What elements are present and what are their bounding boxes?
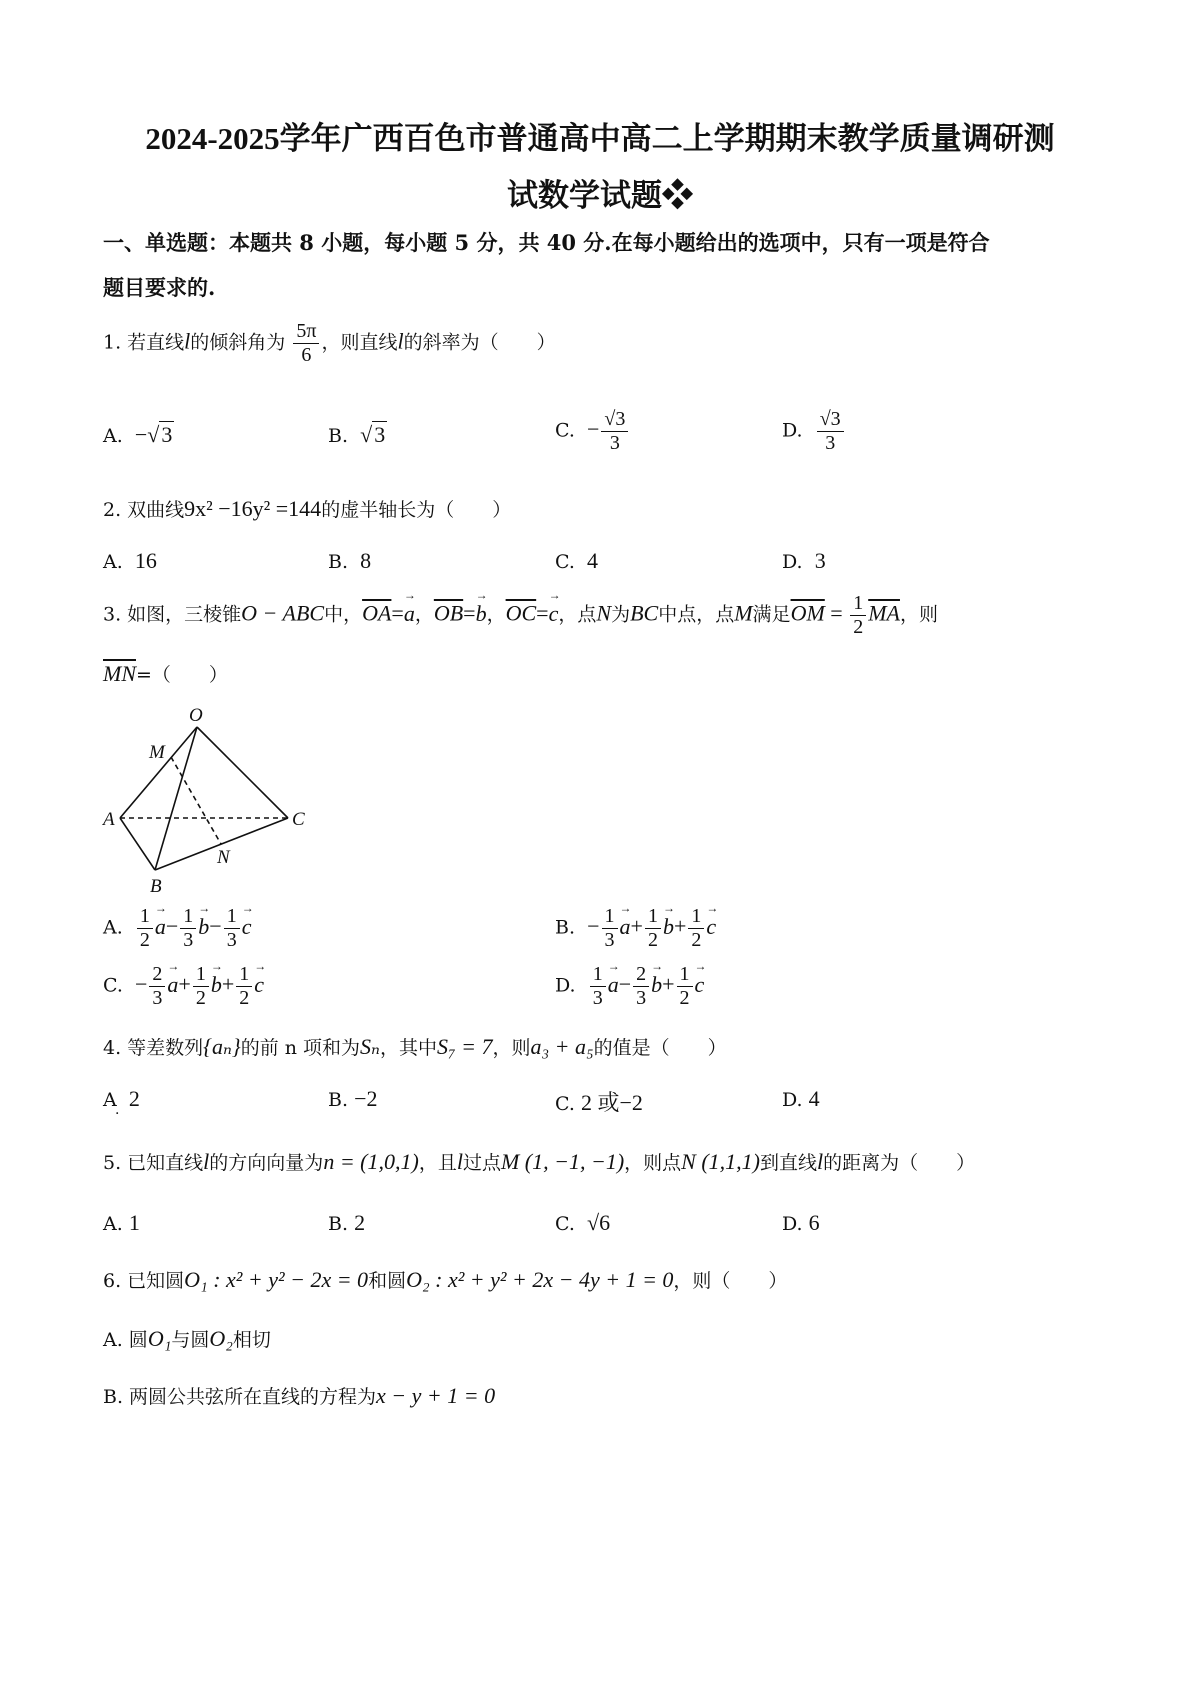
q1-option-a[interactable] — [103, 422, 174, 448]
q2-option-b[interactable] — [328, 548, 371, 574]
option-label: B. — [328, 1089, 349, 1111]
q6-option-b[interactable] — [103, 1382, 495, 1409]
q1-suffix: 的斜率为（ ） — [403, 331, 556, 354]
label-o: O — [189, 705, 203, 726]
num: 1 — [224, 905, 240, 929]
q1-angle-num: 5π — [293, 320, 319, 344]
q3-option-c[interactable] — [103, 958, 267, 1010]
q6-circle-1: O₁ : x² + y² − 2x = 0 — [184, 1267, 369, 1292]
question-3: 3. 如图，三棱锥O − ABC中，$\overline{OA}=a$ → ，$\overline{OB}=b$ → ，$\overline{OC}=c$ → ，点N为BC中点，点M满足$\overline{OM}$ = $\frac{1}{2}$ $\overline{MA}$，则 — [103, 587, 938, 638]
q4-option-c[interactable] — [555, 1086, 643, 1117]
num: 1 — [645, 905, 661, 929]
option-value: −2 — [354, 1086, 378, 1111]
q5-direction-vector: n = (1,0,1) — [323, 1149, 419, 1174]
option-value: 1 — [128, 1210, 140, 1235]
q5-prefix: 5. 已知直线 — [103, 1152, 204, 1174]
q1-option-d[interactable] — [782, 408, 846, 455]
edge-oc — [197, 727, 288, 818]
sign: + — [221, 971, 235, 997]
q5-var-l3: l — [817, 1149, 824, 1174]
label-c: C — [292, 809, 305, 830]
q1-mid2: ，则直线 — [321, 331, 398, 354]
q3-t2: ，点 — [558, 603, 597, 626]
sign: − — [165, 913, 179, 939]
option-label: D. — [782, 1089, 803, 1111]
option-label: B. — [328, 1213, 349, 1235]
q3-pyramid: O − ABC — [241, 600, 325, 626]
num: 1 — [602, 905, 618, 929]
coef — [677, 963, 693, 1010]
section-heading-line1: 一、单选题：本题共 8 小题，每小题 5 分，共 40 分.在每小题给出的选项中，只有一项是符合 — [103, 230, 990, 255]
vector-arrow-icon: → — [607, 958, 620, 973]
o2: O₂ — [209, 1326, 233, 1351]
coef — [688, 905, 704, 952]
sign: − — [134, 422, 148, 447]
q5-t3: 过点 — [462, 1152, 501, 1174]
vec: c → — [254, 958, 267, 997]
vec: b → — [651, 958, 664, 997]
q1-option-b[interactable] — [328, 422, 387, 448]
segment-mn-hidden — [171, 757, 221, 844]
q4-t1: 的前 n 项和为 — [240, 1037, 361, 1059]
option-label: C. — [103, 974, 123, 997]
sign: + — [673, 913, 687, 939]
option-value: 4 — [808, 1086, 820, 1111]
den: 3 — [609, 432, 620, 454]
q1-var-l: l — [184, 328, 191, 354]
q4-t4: 的值是（ ） — [593, 1037, 727, 1059]
option-value: 2 或−2 — [580, 1090, 643, 1115]
num: 1 — [677, 963, 693, 987]
q3-t3: 为 — [611, 603, 631, 626]
edge-ab — [120, 818, 155, 870]
vec: c → — [241, 900, 254, 939]
den: 2 — [647, 929, 658, 951]
option-label: A. — [103, 1213, 123, 1235]
q5-var-l2: l — [456, 1149, 463, 1174]
q3-vec-oc: $\overline{OC}$ — [505, 600, 537, 626]
option-label: D. — [555, 974, 576, 997]
question-2 — [103, 495, 511, 522]
sign: − — [618, 971, 632, 997]
q1-mid1: 的倾斜角为 — [190, 331, 286, 354]
vector-arrow-icon: → — [154, 900, 167, 915]
option-value: 3 — [814, 548, 826, 573]
q5-point-m: M (1, −1, −1) — [500, 1149, 625, 1174]
coef — [236, 963, 252, 1010]
option-label: B. — [328, 425, 349, 447]
page-title-line2: 试数学试题❖ — [507, 178, 693, 213]
q4-option-d[interactable] — [782, 1086, 820, 1112]
q3-option-a[interactable] — [103, 900, 254, 952]
q3-t5: 满足 — [752, 603, 791, 626]
q3-option-b[interactable] — [555, 900, 719, 952]
question-6 — [103, 1266, 787, 1293]
q3-vec-b: b → — [475, 587, 488, 626]
option-a-prefix: A. 圆 — [103, 1329, 148, 1351]
q4-option-a[interactable] — [103, 1086, 140, 1112]
q3-vec-mn: $\overline{MN}$ — [103, 661, 136, 686]
q2-option-d[interactable] — [782, 548, 826, 574]
den: 2 — [853, 616, 864, 638]
option-a-mid: 与圆 — [171, 1329, 210, 1351]
q2-option-c[interactable] — [555, 548, 598, 574]
q3-vec-a: a → — [403, 587, 416, 626]
option-value: 6 — [808, 1210, 820, 1235]
q5-t5: 到直线 — [759, 1152, 817, 1174]
den: 3 — [636, 987, 647, 1009]
q3-vec-c: c → — [548, 587, 561, 626]
vector-arrow-icon: → — [403, 587, 416, 602]
option-a-suffix: 相切 — [232, 1329, 271, 1351]
vector-arrow-icon: → — [241, 900, 254, 915]
den: 3 — [825, 432, 836, 454]
option-value: 2 — [128, 1086, 140, 1111]
den: 2 — [679, 987, 690, 1009]
coef — [149, 963, 165, 1010]
vec: c → — [706, 900, 719, 939]
q5-t4: ，则点 — [624, 1152, 682, 1174]
num: 1 — [137, 905, 153, 929]
den: 3 — [183, 929, 194, 951]
vec: a → — [607, 958, 620, 997]
option-value: 8 — [360, 548, 372, 573]
option-label: B. — [555, 916, 576, 939]
q3-t6: ，则 — [899, 603, 938, 626]
option-label: C. — [555, 1213, 575, 1235]
vec: c → — [694, 958, 707, 997]
option-label: A. — [103, 551, 123, 573]
vector-arrow-icon: → — [706, 900, 719, 915]
q3-prefix: 3. 如图，三棱锥 — [103, 603, 242, 626]
q3-vec-oa: $\overline{OA}$ — [362, 600, 392, 626]
vec: b → — [198, 900, 211, 939]
q3-segment-bc: BC — [630, 600, 659, 626]
den: 2 — [239, 987, 250, 1009]
q1-angle-den: 6 — [301, 344, 312, 366]
q5-option-a[interactable] — [103, 1210, 140, 1236]
q5-option-d[interactable] — [782, 1210, 820, 1236]
q3-t1: 中， — [324, 603, 363, 626]
tetrahedron-figure — [95, 700, 355, 900]
option-label: A. — [103, 916, 123, 939]
radicand: 3 — [374, 422, 386, 447]
label-b: B — [150, 876, 162, 897]
sign: − — [587, 416, 600, 442]
den: 2 — [691, 929, 702, 951]
sign: − — [209, 913, 222, 939]
q1-b-value: √3 — [360, 422, 386, 447]
q3-point-n: N — [596, 600, 612, 626]
sign: − — [587, 913, 600, 939]
vector-arrow-icon: → — [210, 958, 223, 973]
num: 2 — [149, 963, 165, 987]
q1-d-fraction — [817, 408, 844, 455]
q4-sn: Sₙ — [360, 1034, 380, 1059]
option-label: C. — [555, 419, 575, 442]
question-3-line2 — [103, 660, 228, 687]
option-label: C. — [555, 1093, 575, 1115]
num: 2 — [633, 963, 649, 987]
q6-prefix: 6. 已知圆 — [103, 1270, 185, 1292]
coef — [137, 905, 153, 952]
option-label: A — [103, 1089, 117, 1111]
coef — [645, 905, 661, 952]
option-label: B. — [328, 551, 349, 573]
q5-point-n: N (1,1,1) — [681, 1149, 760, 1174]
option-label: D. — [782, 419, 803, 442]
q2-equation: 9x² −16y² =144 — [184, 496, 322, 521]
option-value: 4 — [587, 548, 598, 573]
q4-s7: S₇ = 7 — [436, 1034, 493, 1059]
option-value: 16 — [134, 548, 157, 573]
sign: + — [630, 913, 643, 939]
q6-option-a[interactable] — [103, 1325, 271, 1352]
q1-a-value: −√3 — [134, 422, 173, 447]
vec: a → — [154, 900, 167, 939]
den: 3 — [604, 929, 615, 951]
page-title-line1: 2024-2025学年广西百色市普通高中高二上学期期末教学质量调研测 — [145, 121, 1055, 156]
q3-option-d[interactable] — [555, 958, 707, 1010]
q6-circle-2: O₂ : x² + y² + 2x − 4y + 1 = 0 — [406, 1267, 674, 1292]
vector-arrow-icon: → — [548, 587, 561, 602]
num: 1 — [236, 963, 252, 987]
vector-arrow-icon: → — [254, 958, 267, 973]
q4-t2: ，其中 — [379, 1037, 437, 1059]
vec: a → — [619, 900, 632, 939]
coef — [224, 905, 240, 952]
q4-t3: ，则 — [492, 1037, 531, 1059]
coef — [193, 963, 209, 1010]
q5-t6: 的距离为（ ） — [823, 1152, 976, 1174]
q4-sum: a₃ + a₅ — [530, 1034, 594, 1059]
q3-vec-ma: $\overline{MA}$ — [868, 600, 900, 626]
vector-arrow-icon: → — [475, 587, 488, 602]
q6-t2: ，则（ ） — [673, 1270, 788, 1292]
question-5 — [103, 1148, 975, 1175]
option-label: C. — [555, 551, 575, 573]
num: 1 — [180, 905, 196, 929]
vector-arrow-icon: → — [198, 900, 211, 915]
den: 2 — [139, 929, 150, 951]
den: 2 — [195, 987, 206, 1009]
num: 1 — [193, 963, 209, 987]
q3-t4: 中点，点 — [658, 603, 735, 626]
option-b-equation: x − y + 1 = 0 — [376, 1383, 496, 1408]
vec: b → — [210, 958, 223, 997]
sign: − — [135, 971, 148, 997]
option-label: D. — [782, 1213, 803, 1235]
q1-option-c[interactable] — [555, 408, 630, 455]
num: 1 — [688, 905, 704, 929]
den: 3 — [592, 987, 603, 1009]
vec: b → — [662, 900, 675, 939]
q4-sequence: {aₙ} — [203, 1034, 241, 1059]
coef — [590, 963, 606, 1010]
q3-t7: =（ ） — [136, 664, 228, 686]
option-label: D. — [782, 551, 803, 573]
q5-t2: ，且 — [418, 1152, 457, 1174]
radicand: 3 — [161, 422, 173, 447]
stray-dot: · — [115, 1106, 120, 1122]
edge-oa — [120, 727, 197, 818]
label-m: M — [149, 742, 165, 763]
label-n: N — [217, 847, 230, 868]
sign: + — [178, 971, 191, 997]
vec: a → — [167, 958, 180, 997]
sign: + — [662, 971, 675, 997]
vector-arrow-icon: → — [662, 900, 675, 915]
q5-option-b[interactable] — [328, 1210, 365, 1236]
o1: O₁ — [147, 1326, 172, 1351]
num: √3 — [601, 408, 628, 432]
num: 1 — [850, 592, 866, 616]
vector-arrow-icon: → — [619, 900, 632, 915]
q1-angle-fraction — [293, 320, 319, 367]
vector-arrow-icon: → — [651, 958, 664, 973]
q3-vec-ob: $\overline{OB}$ — [433, 600, 464, 626]
option-b-prefix: B. 两圆公共弦所在直线的方程为 — [103, 1386, 377, 1408]
q5-option-c[interactable] — [555, 1210, 610, 1236]
vector-arrow-icon: → — [167, 958, 180, 973]
vector-arrow-icon: → — [694, 958, 707, 973]
q4-option-b[interactable] — [328, 1086, 377, 1112]
q5-t1: 的方向向量为 — [209, 1152, 324, 1174]
q2-suffix: 的虚半轴长为（ ） — [321, 499, 512, 521]
q5-var-l: l — [203, 1149, 210, 1174]
den: 3 — [152, 987, 163, 1009]
q1-c-fraction — [601, 408, 628, 455]
q1-prefix: 1. 若直线 — [103, 331, 185, 354]
q2-prefix: 2. 双曲线 — [103, 499, 185, 521]
option-value: √6 — [587, 1210, 611, 1235]
coef — [602, 905, 618, 952]
option-label: A. — [103, 425, 123, 447]
q2-option-a[interactable] — [103, 548, 157, 574]
q3-half — [850, 592, 866, 639]
question-4 — [103, 1033, 727, 1060]
coef — [633, 963, 649, 1010]
q3-point-m: M — [734, 600, 753, 626]
q3-vec-om: $\overline{OM}$ — [790, 600, 825, 626]
coef — [180, 905, 196, 952]
question-1 — [103, 320, 556, 367]
num: 1 — [590, 963, 606, 987]
q6-t1: 和圆 — [368, 1270, 407, 1292]
section-heading-line2: 题目要求的. — [103, 275, 216, 300]
num: √3 — [817, 408, 844, 432]
q4-prefix: 4. 等差数列 — [103, 1037, 204, 1059]
option-value: 2 — [354, 1210, 366, 1235]
den: 3 — [226, 929, 237, 951]
label-a: A — [103, 809, 115, 830]
q1-var-l2: l — [397, 328, 404, 354]
